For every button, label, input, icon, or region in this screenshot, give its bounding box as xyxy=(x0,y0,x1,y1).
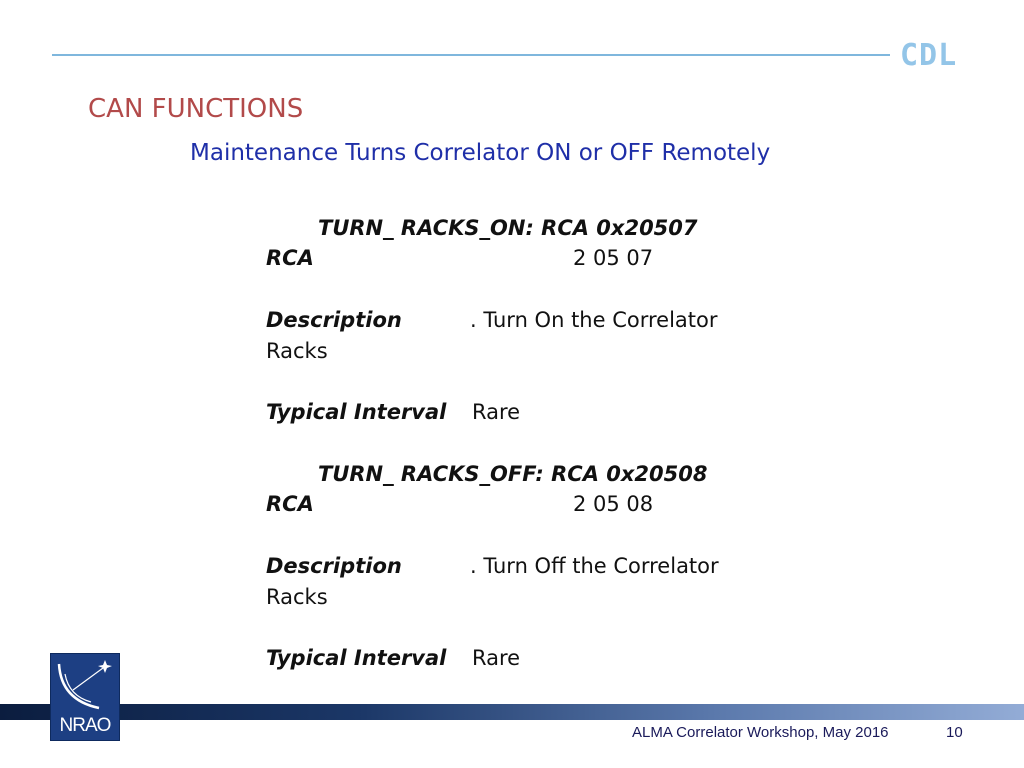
description-label: Description xyxy=(266,308,402,332)
slide-subtitle: Maintenance Turns Correlator ON or OFF Remotely xyxy=(190,140,771,166)
rca-label: RCA xyxy=(266,492,314,516)
description-continuation: Racks xyxy=(266,585,328,609)
entry-heading: TURN_ RACKS_ON: RCA 0x20507 xyxy=(318,216,698,240)
radio-telescope-icon xyxy=(51,654,119,716)
description-value: . Turn Off the Correlator xyxy=(470,554,719,578)
rca-value: 2 05 08 xyxy=(573,492,654,516)
footer-bar xyxy=(0,704,1024,720)
description-label: Description xyxy=(266,554,402,578)
entry-heading: TURN_ RACKS_OFF: RCA 0x20508 xyxy=(318,462,708,486)
interval-value: Rare xyxy=(472,646,521,670)
interval-label: Typical Interval xyxy=(266,646,447,670)
description-value: . Turn On the Correlator xyxy=(470,308,718,332)
header-rule xyxy=(52,54,890,56)
brand-label: CDL xyxy=(900,38,958,73)
footer-event: ALMA Correlator Workshop, May 2016 xyxy=(632,724,889,741)
description-continuation: Racks xyxy=(266,339,328,363)
page-number: 10 xyxy=(946,724,963,741)
rca-label: RCA xyxy=(266,246,314,270)
nrao-logo xyxy=(50,653,120,741)
slide-title: CAN FUNCTIONS xyxy=(88,94,304,124)
rca-value: 2 05 07 xyxy=(573,246,654,270)
logo-text: NRAO xyxy=(59,715,111,736)
interval-label: Typical Interval xyxy=(266,400,447,424)
interval-value: Rare xyxy=(472,400,521,424)
